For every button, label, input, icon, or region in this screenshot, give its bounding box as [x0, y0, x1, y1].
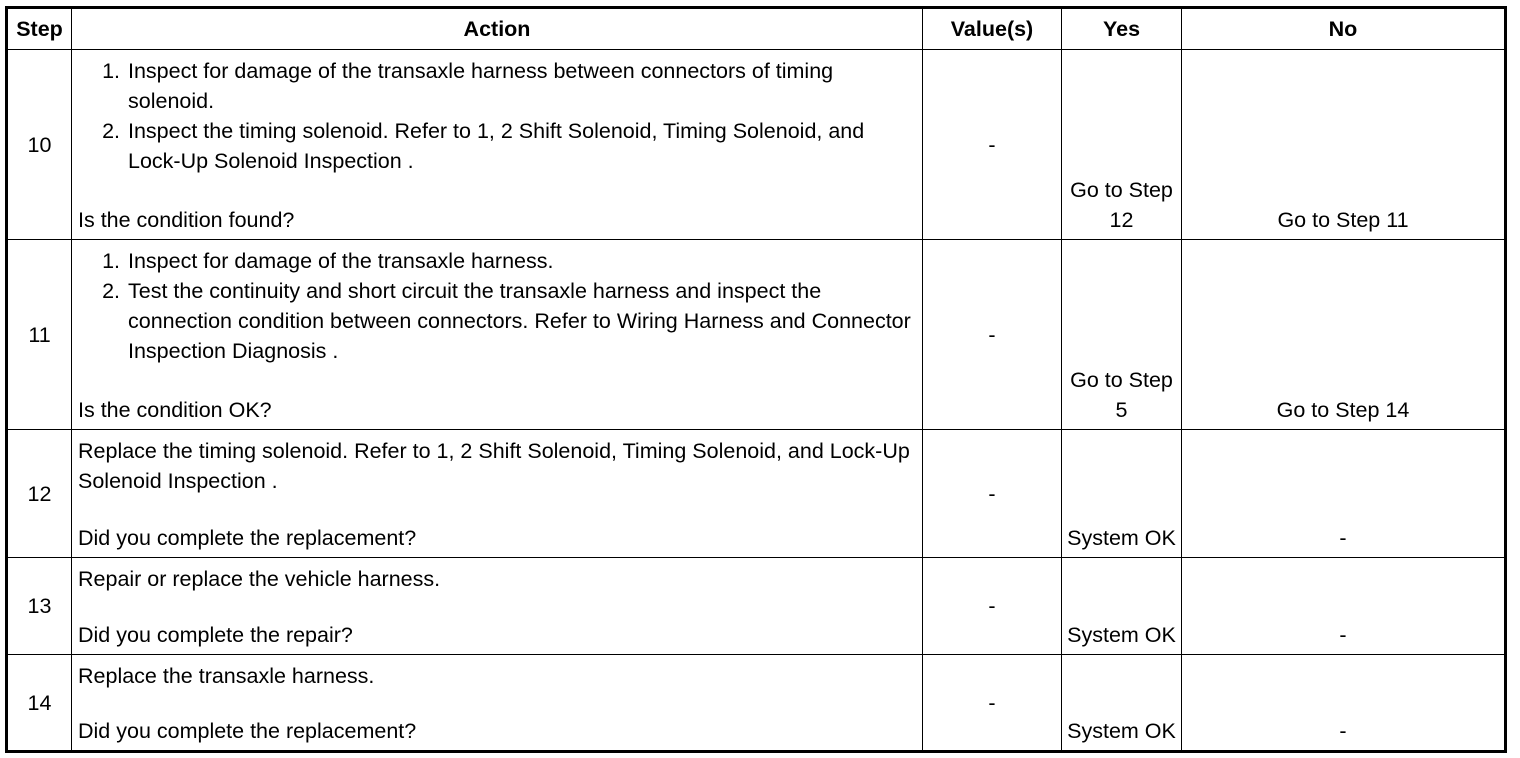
value-cell: - [923, 50, 1062, 240]
step-number: 13 [7, 558, 72, 655]
value-cell: - [923, 558, 1062, 655]
yes-cell: System OK [1062, 430, 1182, 558]
no-cell: Go to Step 11 [1182, 50, 1506, 240]
action-question: Did you complete the repair? [78, 623, 353, 647]
yes-cell: System OK [1062, 558, 1182, 655]
action-step: 2. Test the continuity and short circuit the transaxle harness and inspect the connection condition between connectors. Refer to Wiring Harness and Connector Inspection Diagnosis . [126, 276, 918, 366]
step-number: 10 [7, 50, 72, 240]
header-action: Action [72, 8, 923, 50]
value-cell: - [923, 430, 1062, 558]
table-row-step-13 [7, 558, 1506, 655]
header-row [7, 8, 1506, 50]
table-row-step-12 [7, 430, 1506, 558]
step-number: 11 [7, 240, 72, 430]
action-cell [72, 655, 923, 752]
action-question: Did you complete the replacement? [78, 526, 417, 550]
action-step: 2. Inspect the timing solenoid. Refer to 1, 2 Shift Solenoid, Timing Solenoid, and Lock-Up Solenoid Inspection . [126, 116, 918, 176]
diagnostic-table [5, 6, 1507, 753]
action-cell [72, 430, 923, 558]
table-row-step-10 [7, 50, 1506, 240]
no-cell: Go to Step 14 [1182, 240, 1506, 430]
step-number: 12 [7, 430, 72, 558]
action-step: 1. Inspect for damage of the transaxle harness. [126, 246, 918, 276]
header-no: No [1182, 8, 1506, 50]
no-cell: - [1182, 430, 1506, 558]
action-steps-list [78, 246, 918, 366]
table-row-step-11 [7, 240, 1506, 430]
step-number: 14 [7, 655, 72, 752]
action-question: Is the condition OK? [78, 398, 272, 422]
no-cell: - [1182, 655, 1506, 752]
yes-cell: Go to Step 5 [1062, 240, 1182, 430]
action-text: Replace the transaxle harness. [78, 664, 375, 688]
value-cell: - [923, 240, 1062, 430]
yes-cell: System OK [1062, 655, 1182, 752]
action-step: 1. Inspect for damage of the transaxle harness between connectors of timing solenoid. [126, 56, 918, 116]
yes-cell: Go to Step 12 [1062, 50, 1182, 240]
table-row-step-14 [7, 655, 1506, 752]
header-values: Value(s) [923, 8, 1062, 50]
header-yes: Yes [1062, 8, 1182, 50]
action-cell [72, 240, 923, 430]
action-cell [72, 50, 923, 240]
header-step: Step [7, 8, 72, 50]
action-text: Repair or replace the vehicle harness. [78, 567, 441, 591]
value-cell: - [923, 655, 1062, 752]
action-question: Did you complete the replacement? [78, 719, 417, 743]
action-cell [72, 558, 923, 655]
action-text: Replace the timing solenoid. Refer to 1, 2 Shift Solenoid, Timing Solenoid, and Lock-Up Solenoid Inspection . [78, 439, 910, 493]
action-steps-list [78, 56, 918, 176]
no-cell: - [1182, 558, 1506, 655]
action-question: Is the condition found? [78, 208, 295, 232]
